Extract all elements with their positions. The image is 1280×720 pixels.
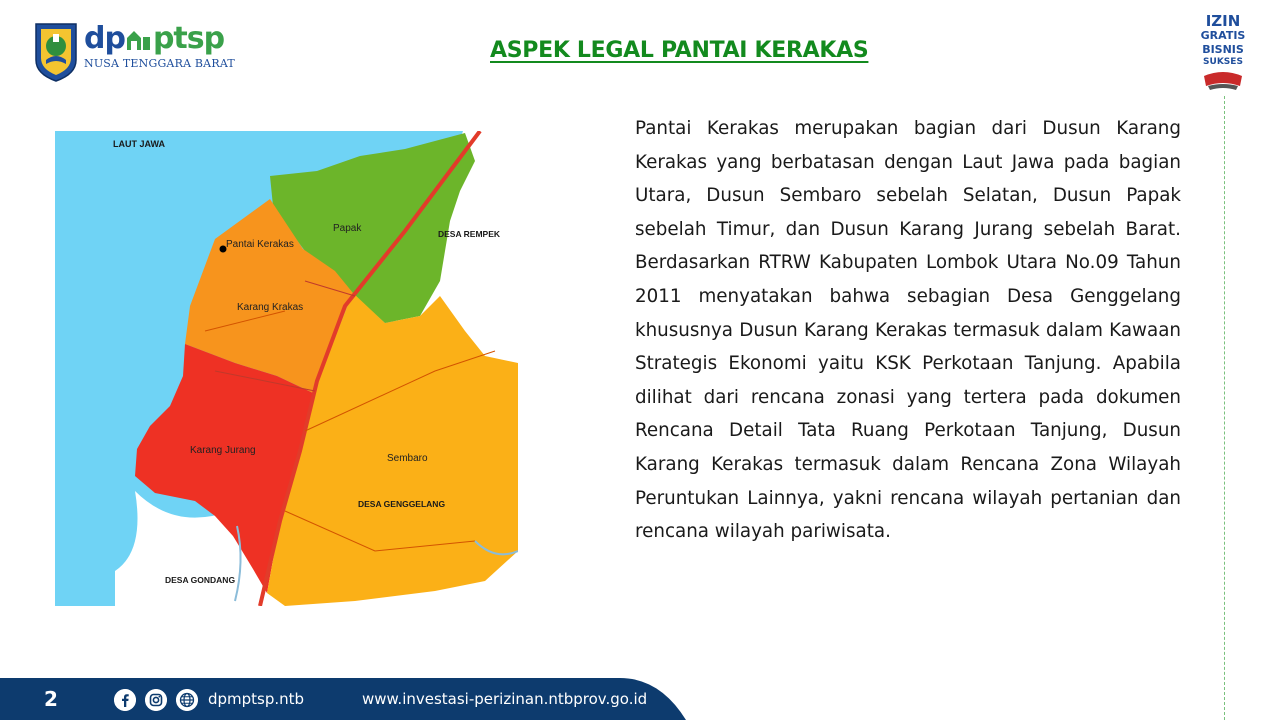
izin-gratis-badge <box>1196 14 1250 94</box>
badge-line-2: GRATIS <box>1200 29 1246 42</box>
label-karang-krakas: Karang Krakas <box>237 302 304 313</box>
map-svg <box>55 131 518 606</box>
social-handle[interactable]: dpmptsp.ntb <box>208 690 305 708</box>
website-link[interactable]: www.investasi-perizinan.ntbprov.go.id <box>362 690 648 708</box>
badge-stamp-icon <box>1202 70 1244 90</box>
page-title: ASPEK LEGAL PANTAI KERAKAS <box>490 38 869 63</box>
label-sembaro: Sembaro <box>387 453 428 464</box>
label-desa-genggelang: DESA GENGGELANG <box>358 499 446 509</box>
dpmptsp-logo <box>34 20 234 84</box>
brand-dp: dp <box>84 21 125 56</box>
facebook-icon[interactable] <box>114 689 136 711</box>
label-karang-jurang: Karang Jurang <box>190 445 256 456</box>
label-pantai-kerakas: Pantai Kerakas <box>226 239 294 250</box>
page-number: 2 <box>44 687 58 711</box>
badge-line-3: BISNIS <box>1202 43 1244 56</box>
brand-ptsp: ptsp <box>152 21 225 56</box>
ntb-crest-icon <box>34 20 78 82</box>
brand-m-house-icon <box>125 24 153 46</box>
label-desa-gondang: DESA GONDANG <box>165 575 236 585</box>
globe-icon[interactable] <box>176 689 198 711</box>
description-paragraph: Pantai Kerakas merupakan bagian dari Dusun Karang Kerakas yang berbatasan dengan Laut Jawa pada bagian Utara, Dusun Sembaro sebelah Selatan, Dusun Papak sebelah Timur, dan Dusun Karang Jurang sebelah Barat. Berdasarkan RTRW Kabupaten Lombok Utara No.09 Tahun 2011 menyatakan bahwa sebagian Desa Genggelang khususnya Dusun Karang Kerakas termasuk dalam Kawaan Strategis Ekonomi yaitu KSK Perkotaan Tanjung. Apabila dilihat dari rencana zonasi yang tertera pada dokumen Rencana Detail Tata Ruang Perkotaan Tanjung, Dusun Karang Kerakas termasuk dalam Rencana Zona Wilayah Peruntukan Lainnya, yakni rencana wilayah pertanian dan rencana wilayah pariwisata. <box>635 118 1181 543</box>
label-laut-jawa: LAUT JAWA <box>113 139 166 149</box>
instagram-icon[interactable] <box>145 689 167 711</box>
label-papak: Papak <box>333 223 362 234</box>
badge-line-1: IZIN <box>1205 12 1241 30</box>
brand-subtitle: NUSA TENGGARA BARAT <box>84 57 235 70</box>
decorative-dashed-line <box>1224 96 1225 720</box>
badge-line-4: SUKSES <box>1203 57 1243 67</box>
zoning-map <box>55 131 518 606</box>
brand-name <box>84 22 224 56</box>
label-desa-rempek: DESA REMPEK <box>438 229 501 239</box>
